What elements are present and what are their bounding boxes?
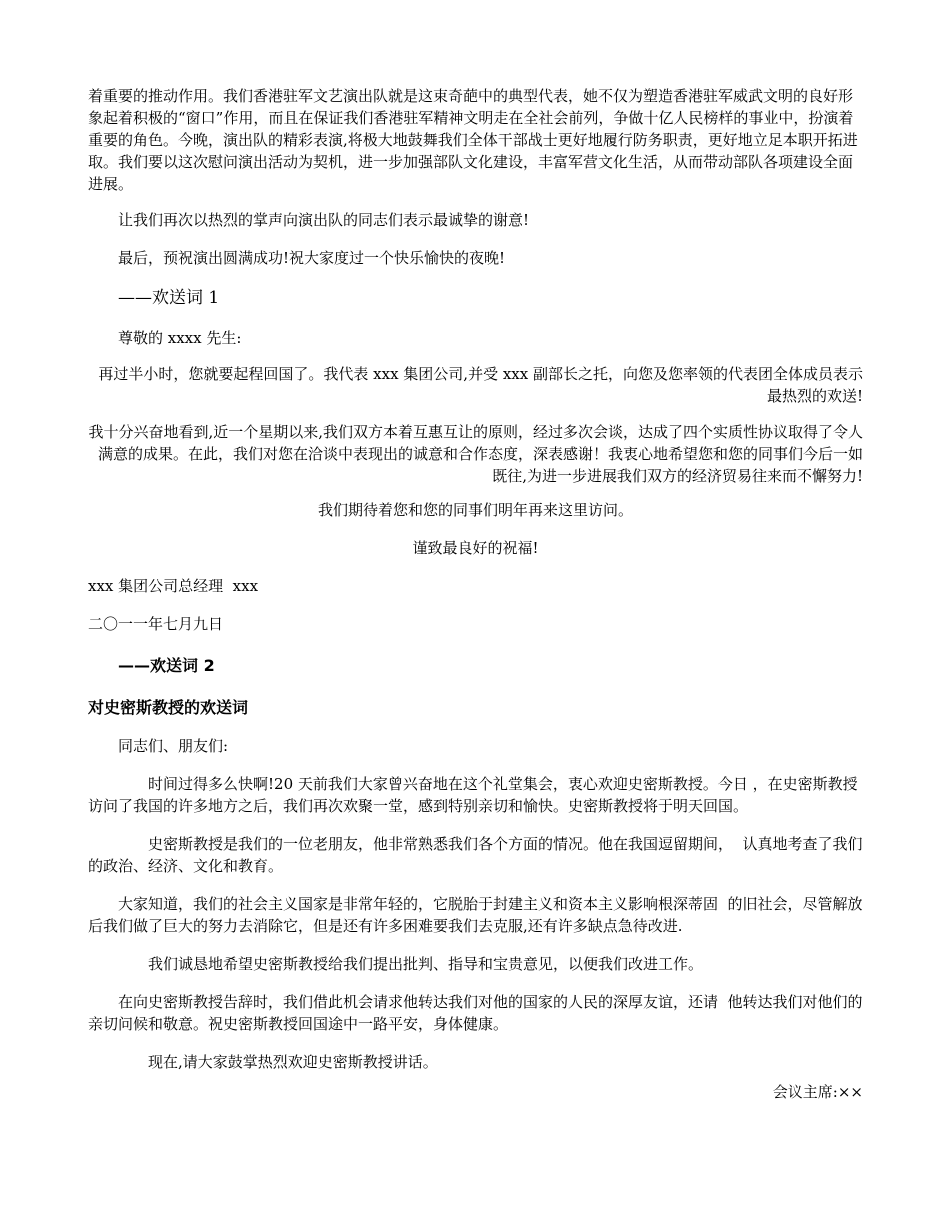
wish-paragraph: 最后，预祝演出圆满成功!祝大家度过一个快乐愉快的夜晚! [118,249,506,267]
invite-paragraph: 现在,请大家鼓掌热烈欢迎史密斯教授讲话。 [148,1053,438,1071]
chair-signature: 会议主席:×× [772,1083,863,1101]
hope-paragraph: 我们期待着您和您的同事们明年再来这里访问。 [317,501,633,519]
farewell-heading-2: ——欢送词 2 [118,656,215,675]
salutation-2: 同志们、朋友们: [118,737,229,755]
thanks-paragraph: 让我们再次以热烈的掌声向演出队的同志们表示最诚挚的谢意! [118,211,530,229]
signature-line: xxx 集团公司总经理 xxx [88,577,259,595]
friend-paragraph: 史密斯教授是我们的一位老朋友，他非常熟悉我们各个方面的情况。他在我国逗留期间， 认真地考查了我们的政治、经济、文化和教育。 [88,835,863,875]
country-paragraph: 大家知道，我们的社会主义国家是非常年轻的，它脱胎于封建主义和资本主义影响根深蒂固 的旧社会，尽管解放后我们做了巨大的努力去消除它，但是还有许多困难要我们去克服,还有许多缺点急待改进. [88,895,863,935]
advice-paragraph: 我们诚恳地希望史密斯教授给我们提出批判、指导和宝贵意见，以便我们改进工作。 [148,955,704,973]
farewell-paragraph: 在向史密斯教授告辞时，我们借此机会请求他转达我们对他的国家的人民的深厚友谊，还请 他转达我们对他们的亲切问候和敬意。祝史密斯教授回国途中一路平安，身体健康。 [88,993,863,1033]
document-title: 对史密斯教授的欢送词 [88,698,249,717]
depart-paragraph: 再过半小时，您就要起程回国了。我代表 xxx 集团公司,并受 xxx 副部长之托，向您及您率领的代表团全体成员表示最热烈的欢送! [98,365,863,405]
regards-paragraph: 谨致最良好的祝福! [412,539,539,557]
time-paragraph: 时间过得多么快啊!20 天前我们大家曾兴奋地在这个礼堂集会，衷心欢迎史密斯教授。今日 ，在史密斯教授访问了我国的许多地方之后，我们再次欢聚一堂，感到特别亲切和愉快。史密斯教授将于明天回国。 [88,775,858,815]
result-paragraph: 我十分兴奋地看到,近一个星期以来,我们双方本着互惠互让的原则，经过多次会谈，达成了四个实质性协议取得了令人满意的成果。在此，我们对您在洽谈中表现出的诚意和合作态度，深表感谢！我衷心地希望您和您的同事们今后一如既往,为进一步进展我们双方的经济贸易往来而不懈努力! [88,423,863,485]
intro-paragraph: 着重要的推动作用。我们香港驻军文艺演出队就是这束奇葩中的典型代表，她不仅为塑造香港驻军威武文明的良好形象起着积极的“窗口”作用，而且在保证我们香港驻军精神文明走在全社会前列，争做十亿人民榜样的事业中，扮演着重要的角色。今晚，演出队的精彩表演,将极大地鼓舞我们全体干部战士更好地履行防务职责，更好地立足本职开拓进取。我们要以这次慰问演出活动为契机，进一步加强部队文化建设，丰富军营文化生活，从而带动部队各项建设全面进展。 [88,87,858,193]
salutation-1: 尊敬的 xxxx 先生: [118,329,242,347]
date-line: 二〇一一年七月九日 [88,615,224,633]
document-page [88,85,863,1103]
farewell-heading-1: ——欢送词 1 [118,288,220,308]
